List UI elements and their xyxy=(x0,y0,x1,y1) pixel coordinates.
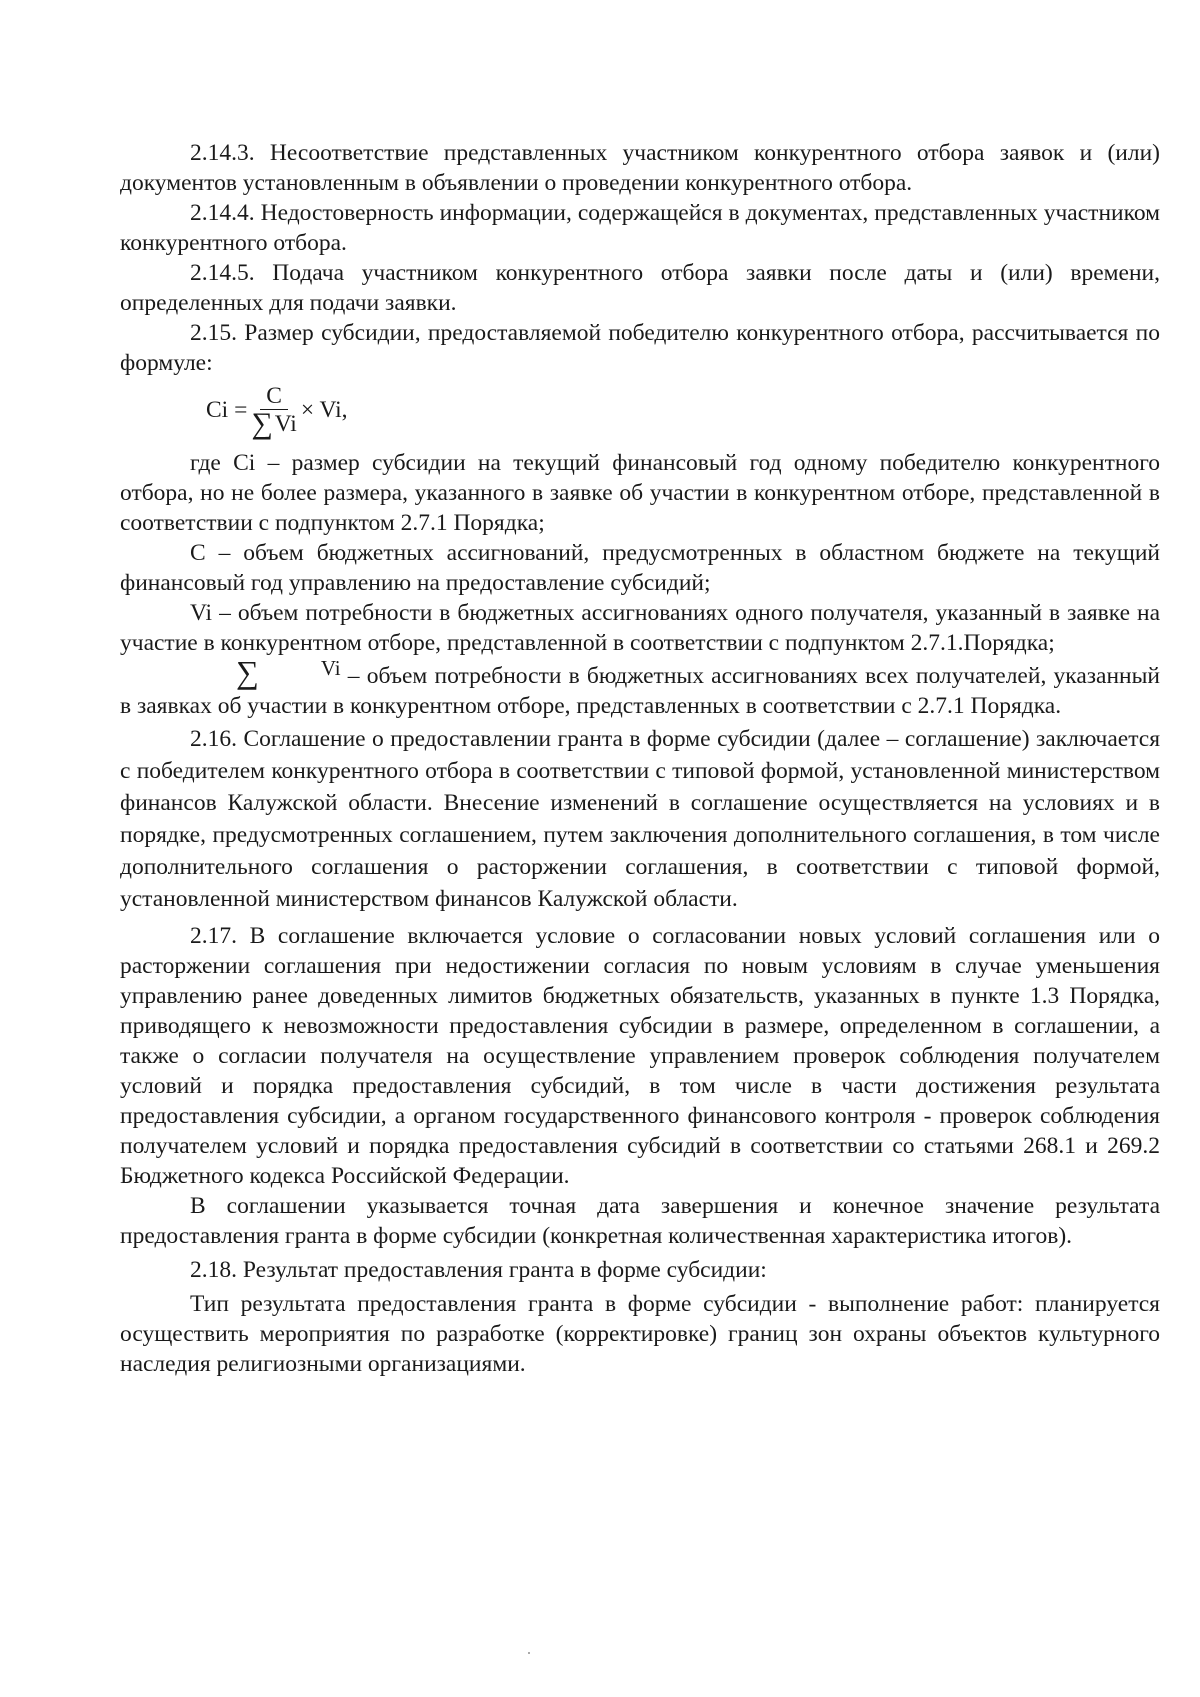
formula-rhs: × Vi, xyxy=(300,397,348,423)
sum-symbol: ∑ xyxy=(251,406,273,440)
paragraph-2-14-4: 2.14.4. Недостоверность информации, содержащейся в документах, представленных участником конкурентного отбора. xyxy=(120,200,1160,256)
formula-lhs: Ci = xyxy=(206,397,248,423)
paragraph-2-14-3: 2.14.3. Несоответствие представленных участником конкурентного отбора заявок и (или) документов установленным в объявлении о проведении конкурентного отбора. xyxy=(120,140,1160,196)
sum-vi-label: Vi xyxy=(320,656,341,680)
subsidy-formula xyxy=(206,380,1160,440)
definition-vi: Vi – объем потребности в бюджетных ассигнованиях одного получателя, указанный в заявке на участие в конкурентном отборе, представленной в соответствии с подпунктом 2.7.1.Порядка; xyxy=(120,600,1160,656)
definition-ci: где Ci – размер субсидии на текущий финансовый год одному победителю конкурентного отбора, но не более размера, указанного в заявке об участии в конкурентном отборе, представленной в соответствии с подпунктом 2.7.1 Порядка; xyxy=(120,450,1160,536)
paragraph-2-14-5: 2.14.5. Подача участником конкурентного отбора заявки после даты и (или) времени, определенных для подачи заявки. xyxy=(120,260,1160,316)
definition-sum-vi xyxy=(120,654,1160,721)
definition-c: C – объем бюджетных ассигнований, предусмотренных в областном бюджете на текущий финансовый год управлению на предоставление субсидий; xyxy=(120,540,1160,596)
formula-fraction xyxy=(251,383,296,438)
paragraph-result-type: Тип результата предоставления гранта в форме субсидии - выполнение работ: планируется осуществить мероприятия по разработке (корректировке) границ зон охраны объектов культурного наследия религиозными организациями. xyxy=(120,1291,1160,1377)
formula-numerator: C xyxy=(260,383,288,410)
formula-denominator-vi: Vi xyxy=(274,410,297,437)
document-body xyxy=(120,138,1160,1379)
sum-vi-symbol xyxy=(178,654,341,690)
paragraph-agreement-date: В соглашении указывается точная дата завершения и конечное значение результата предоставления гранта в форме субсидии (конкретная количественная характеристика итогов). xyxy=(120,1193,1160,1249)
formula-denominator xyxy=(251,406,297,440)
paragraph-2-18: 2.18. Результат предоставления гранта в форме субсидии: xyxy=(190,1257,767,1283)
paragraph-2-17: 2.17. В соглашение включается условие о согласовании новых условий соглашения или о расторжении соглашения при недостижении согласия по новым условиям в случае уменьшения управлению ранее доведенных лимитов бюджетных обязательств, указанных в пункте 1.3 Порядка, приводящего к невозможности предоставления субсидии в размере, определенном в соглашении, а также о согласии получателя на осуществление управлением проверок соблюдения получателем условий и порядка предоставления субсидий, в том числе в части достижения результата предоставления субсидии, а органом государственного финансового контроля - проверок соблюдения получателем условий и порядка предоставления субсидий в соответствии со статьями 268.1 и 269.2 Бюджетного кодекса Российской Федерации. xyxy=(120,923,1160,1189)
sum-symbol: ∑ xyxy=(236,654,259,690)
definition-sum-vi-text: – объем потребности в бюджетных ассигнованиях всех получателей, указанный в заявках об участии в конкурентном отборе, представленных в соответствии с 2.7.1 Порядка. xyxy=(120,663,1160,719)
paragraph-2-16: 2.16. Соглашение о предоставлении гранта в форме субсидии (далее – соглашение) заключается с победителем конкурентного отбора в соответствии с типовой формой, установленной министерством финансов Калужской области. Внесение изменений в соглашение осуществляется на условиях и в порядке, предусмотренных соглашением, путем заключения дополнительного соглашения, в том числе дополнительного соглашения о расторжении соглашения, в соответствии с типовой формой, установленной министерством финансов Калужской области. xyxy=(120,726,1160,912)
paragraph-2-15: 2.15. Размер субсидии, предоставляемой победителю конкурентного отбора, рассчитывается по формуле: xyxy=(120,320,1160,376)
scan-speck xyxy=(528,1652,530,1654)
